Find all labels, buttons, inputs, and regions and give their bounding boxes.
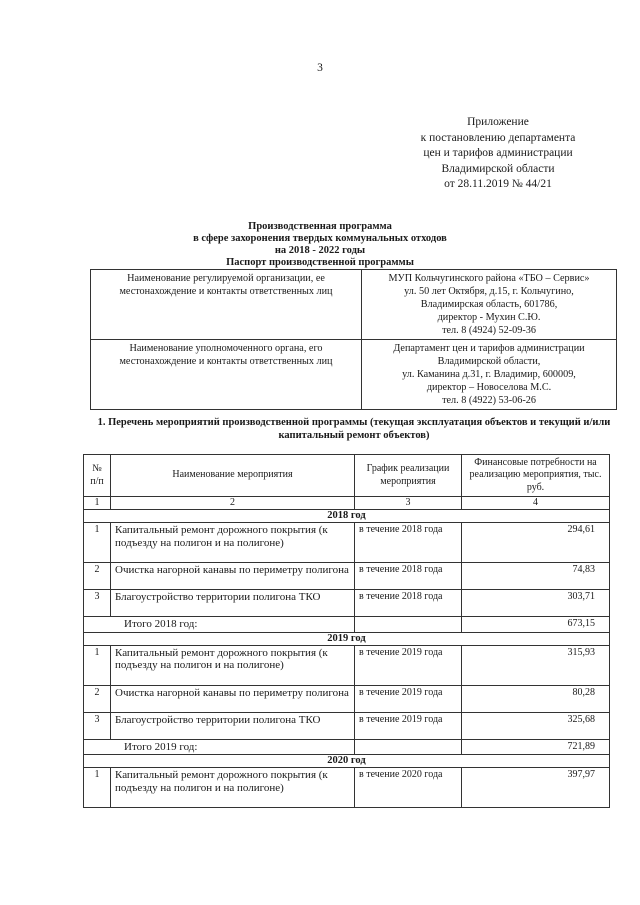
appendix-line: Приложение bbox=[467, 116, 529, 128]
year-label: 2019 год bbox=[84, 632, 610, 645]
activity-schedule: в течение 2020 года bbox=[355, 768, 462, 808]
total-empty-cell bbox=[355, 739, 462, 755]
org-line: МУП Кольчугинского района «ТБО – Сервис» bbox=[388, 273, 590, 284]
year-label: 2020 год bbox=[84, 755, 610, 768]
passport-authority-label: Наименование уполномоченного органа, его местонахождение и контакты ответственных лиц bbox=[91, 340, 362, 410]
table-row bbox=[84, 523, 610, 563]
activity-cost: 325,68 bbox=[462, 712, 610, 739]
authority-line: Владимирской области, bbox=[437, 356, 541, 367]
column-number: 1 bbox=[84, 497, 111, 510]
row-number: 1 bbox=[84, 645, 111, 685]
table-row bbox=[84, 563, 610, 590]
activity-name: Благоустройство территории полигона ТКО bbox=[111, 712, 355, 739]
row-number: 1 bbox=[84, 768, 111, 808]
header-schedule: График реализации мероприятия bbox=[355, 455, 462, 497]
activity-name: Капитальный ремонт дорожного покрытия (к подъезду на полигон и на полигоне) bbox=[111, 645, 355, 685]
passport-row-authority bbox=[91, 340, 617, 410]
org-line: Владимирская область, 601786, bbox=[420, 299, 558, 310]
org-line: тел. 8 (4924) 52-09-36 bbox=[442, 325, 536, 336]
appendix-line: к постановлению департамента bbox=[420, 131, 576, 144]
activity-name: Капитальный ремонт дорожного покрытия (к подъезду на полигон и на полигоне) bbox=[111, 768, 355, 808]
activity-cost: 80,28 bbox=[462, 685, 610, 712]
table-header-row bbox=[84, 455, 610, 497]
activity-name: Благоустройство территории полигона ТКО bbox=[111, 590, 355, 617]
row-number: 3 bbox=[84, 590, 111, 617]
title-line: Паспорт производственной программы bbox=[226, 257, 414, 268]
header-num: № п/п bbox=[84, 455, 111, 497]
org-line: ул. 50 лет Октября, д.15, г. Кольчугино, bbox=[404, 286, 574, 297]
activity-schedule: в течение 2019 года bbox=[355, 685, 462, 712]
title-line: в сфере захоронения твердых коммунальных отходов bbox=[193, 233, 447, 244]
passport-row-organization bbox=[91, 270, 617, 340]
row-number: 2 bbox=[84, 563, 111, 590]
row-number: 1 bbox=[84, 523, 111, 563]
appendix-header bbox=[388, 115, 608, 193]
total-empty-cell bbox=[355, 617, 462, 633]
passport-table bbox=[90, 269, 617, 410]
authority-line: ул. Каманина д.31, г. Владимир, 600009, bbox=[402, 369, 576, 380]
authority-line: директор – Новоселова М.С. bbox=[426, 382, 552, 393]
table-row bbox=[84, 645, 610, 685]
column-number: 3 bbox=[355, 497, 462, 510]
column-number: 4 bbox=[462, 497, 610, 510]
appendix-line: от 28.11.2019 № 44/21 bbox=[444, 178, 552, 190]
activity-cost: 315,93 bbox=[462, 645, 610, 685]
activity-name: Очистка нагорной канавы по периметру полигона bbox=[111, 563, 355, 590]
title-line: на 2018 - 2022 годы bbox=[274, 245, 366, 256]
activity-name: Капитальный ремонт дорожного покрытия (к подъезду на полигон и на полигоне) bbox=[111, 523, 355, 563]
header-name: Наименование мероприятия bbox=[111, 455, 355, 497]
appendix-line: цен и тарифов администрации bbox=[423, 147, 573, 159]
column-numbers-row bbox=[84, 497, 610, 510]
year-label: 2018 год bbox=[84, 510, 610, 523]
total-value: 721,89 bbox=[462, 739, 610, 755]
total-label: Итого 2018 год: bbox=[84, 617, 355, 633]
passport-org-label: Наименование регулируемой организации, ее местонахождение и контакты ответственных лиц bbox=[91, 270, 362, 340]
activity-cost: 294,61 bbox=[462, 523, 610, 563]
org-line: директор - Мухин С.Ю. bbox=[437, 312, 541, 323]
table-row bbox=[84, 685, 610, 712]
page-number: 3 bbox=[317, 62, 323, 74]
total-label: Итого 2019 год: bbox=[84, 739, 355, 755]
authority-line: Департамент цен и тарифов администрации bbox=[393, 343, 585, 354]
title-line: Производственная программа bbox=[248, 221, 392, 232]
activity-schedule: в течение 2019 года bbox=[355, 712, 462, 739]
table-row bbox=[84, 712, 610, 739]
activity-schedule: в течение 2018 года bbox=[355, 523, 462, 563]
table-row bbox=[84, 590, 610, 617]
total-row-2019 bbox=[84, 739, 610, 755]
activity-schedule: в течение 2018 года bbox=[355, 563, 462, 590]
table-row bbox=[84, 768, 610, 808]
row-number: 3 bbox=[84, 712, 111, 739]
activity-cost: 397,97 bbox=[462, 768, 610, 808]
activity-schedule: в течение 2019 года bbox=[355, 645, 462, 685]
passport-org-details bbox=[362, 270, 617, 340]
activity-schedule: в течение 2018 года bbox=[355, 590, 462, 617]
appendix-line: Владимирской области bbox=[441, 162, 555, 175]
activity-name: Очистка нагорной канавы по периметру полигона bbox=[111, 685, 355, 712]
header-finance: Финансовые потребности на реализацию мероприятия, тыс. руб. bbox=[462, 455, 610, 497]
activity-cost: 303,71 bbox=[462, 590, 610, 617]
activity-cost: 74,83 bbox=[462, 563, 610, 590]
passport-authority-details bbox=[362, 340, 617, 410]
total-value: 673,15 bbox=[462, 617, 610, 633]
year-row-2019 bbox=[84, 632, 610, 645]
document-title bbox=[0, 221, 640, 269]
activities-table bbox=[83, 454, 610, 808]
row-number: 2 bbox=[84, 685, 111, 712]
section-1-title: 1. Перечень мероприятий производственной программы (текущая эксплуатация объектов и текущий и/или капитальный ремонт объектов) bbox=[97, 417, 611, 441]
year-row-2020 bbox=[84, 755, 610, 768]
year-row-2018 bbox=[84, 510, 610, 523]
total-row-2018 bbox=[84, 617, 610, 633]
authority-line: тел. 8 (4922) 53-06-26 bbox=[442, 395, 536, 406]
column-number: 2 bbox=[111, 497, 355, 510]
